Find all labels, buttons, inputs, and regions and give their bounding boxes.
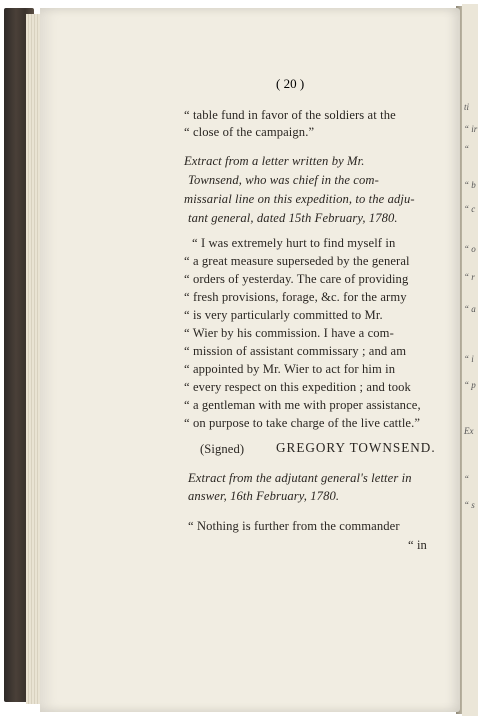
text-line: “ orders of yesterday. The care of providing: [184, 272, 409, 286]
page-number: ( 20 ): [276, 76, 305, 91]
catchword: “ in: [408, 538, 427, 552]
extract-heading-line: answer, 16th February, 1780.: [188, 489, 340, 503]
extract-heading-line: Townsend, who was chief in the com-: [188, 173, 379, 187]
text-line: “ a gentleman with me with proper assistance,: [184, 398, 421, 412]
text-line: “ Wier by his commission. I have a com-: [184, 326, 394, 340]
facing-page-fragment: “ r: [464, 272, 475, 282]
signature-label: (Signed): [200, 442, 245, 456]
facing-page-fragment: “ p: [464, 380, 476, 390]
text-line: “ appointed by Mr. Wier to act for him in: [184, 362, 396, 376]
facing-page-fragment: Ex: [464, 426, 474, 436]
facing-page-fragment: “ c: [464, 204, 476, 214]
extract-heading-line: missarial line on this expedition, to the adju-: [184, 192, 415, 206]
facing-page-fragment: ti: [464, 102, 470, 112]
facing-page-fragment: “ i: [464, 354, 474, 364]
facing-page: [462, 4, 478, 716]
extract-heading-line: tant general, dated 15th February, 1780.: [188, 211, 398, 225]
facing-page-fragment: “ b: [464, 180, 476, 190]
text-line: “ fresh provisions, forage, &c. for the army: [184, 290, 407, 304]
extract-heading-line: Extract from the adjutant general's letter in: [188, 471, 412, 485]
text-line: “ on purpose to take charge of the live cattle.”: [184, 416, 421, 430]
facing-page-fragment: “ a: [464, 304, 476, 314]
extract-heading-line: Extract from a letter written by Mr.: [184, 154, 365, 168]
text-line: “ I was extremely hurt to find myself in: [192, 236, 396, 250]
facing-page-fragment: “ o: [464, 244, 476, 254]
text-line: “ close of the campaign.”: [184, 125, 315, 139]
text-line: “ Nothing is further from the commander: [188, 519, 400, 533]
text-line: “ every respect on this expedition ; and took: [184, 380, 411, 394]
facing-page-fragment: “: [464, 144, 470, 154]
signature-name: GREGORY TOWNSEND.: [276, 440, 436, 455]
facing-page-fragment: “ ir: [464, 124, 478, 134]
text-line: “ table fund in favor of the soldiers at the: [184, 108, 396, 122]
facing-page-fragment: “ s: [464, 500, 475, 510]
text-line: “ a great measure superseded by the general: [184, 254, 410, 268]
facing-page-fragment: “: [464, 474, 470, 484]
text-line: “ is very particularly committed to Mr.: [184, 308, 383, 322]
text-line: “ mission of assistant commissary ; and am: [184, 344, 407, 358]
